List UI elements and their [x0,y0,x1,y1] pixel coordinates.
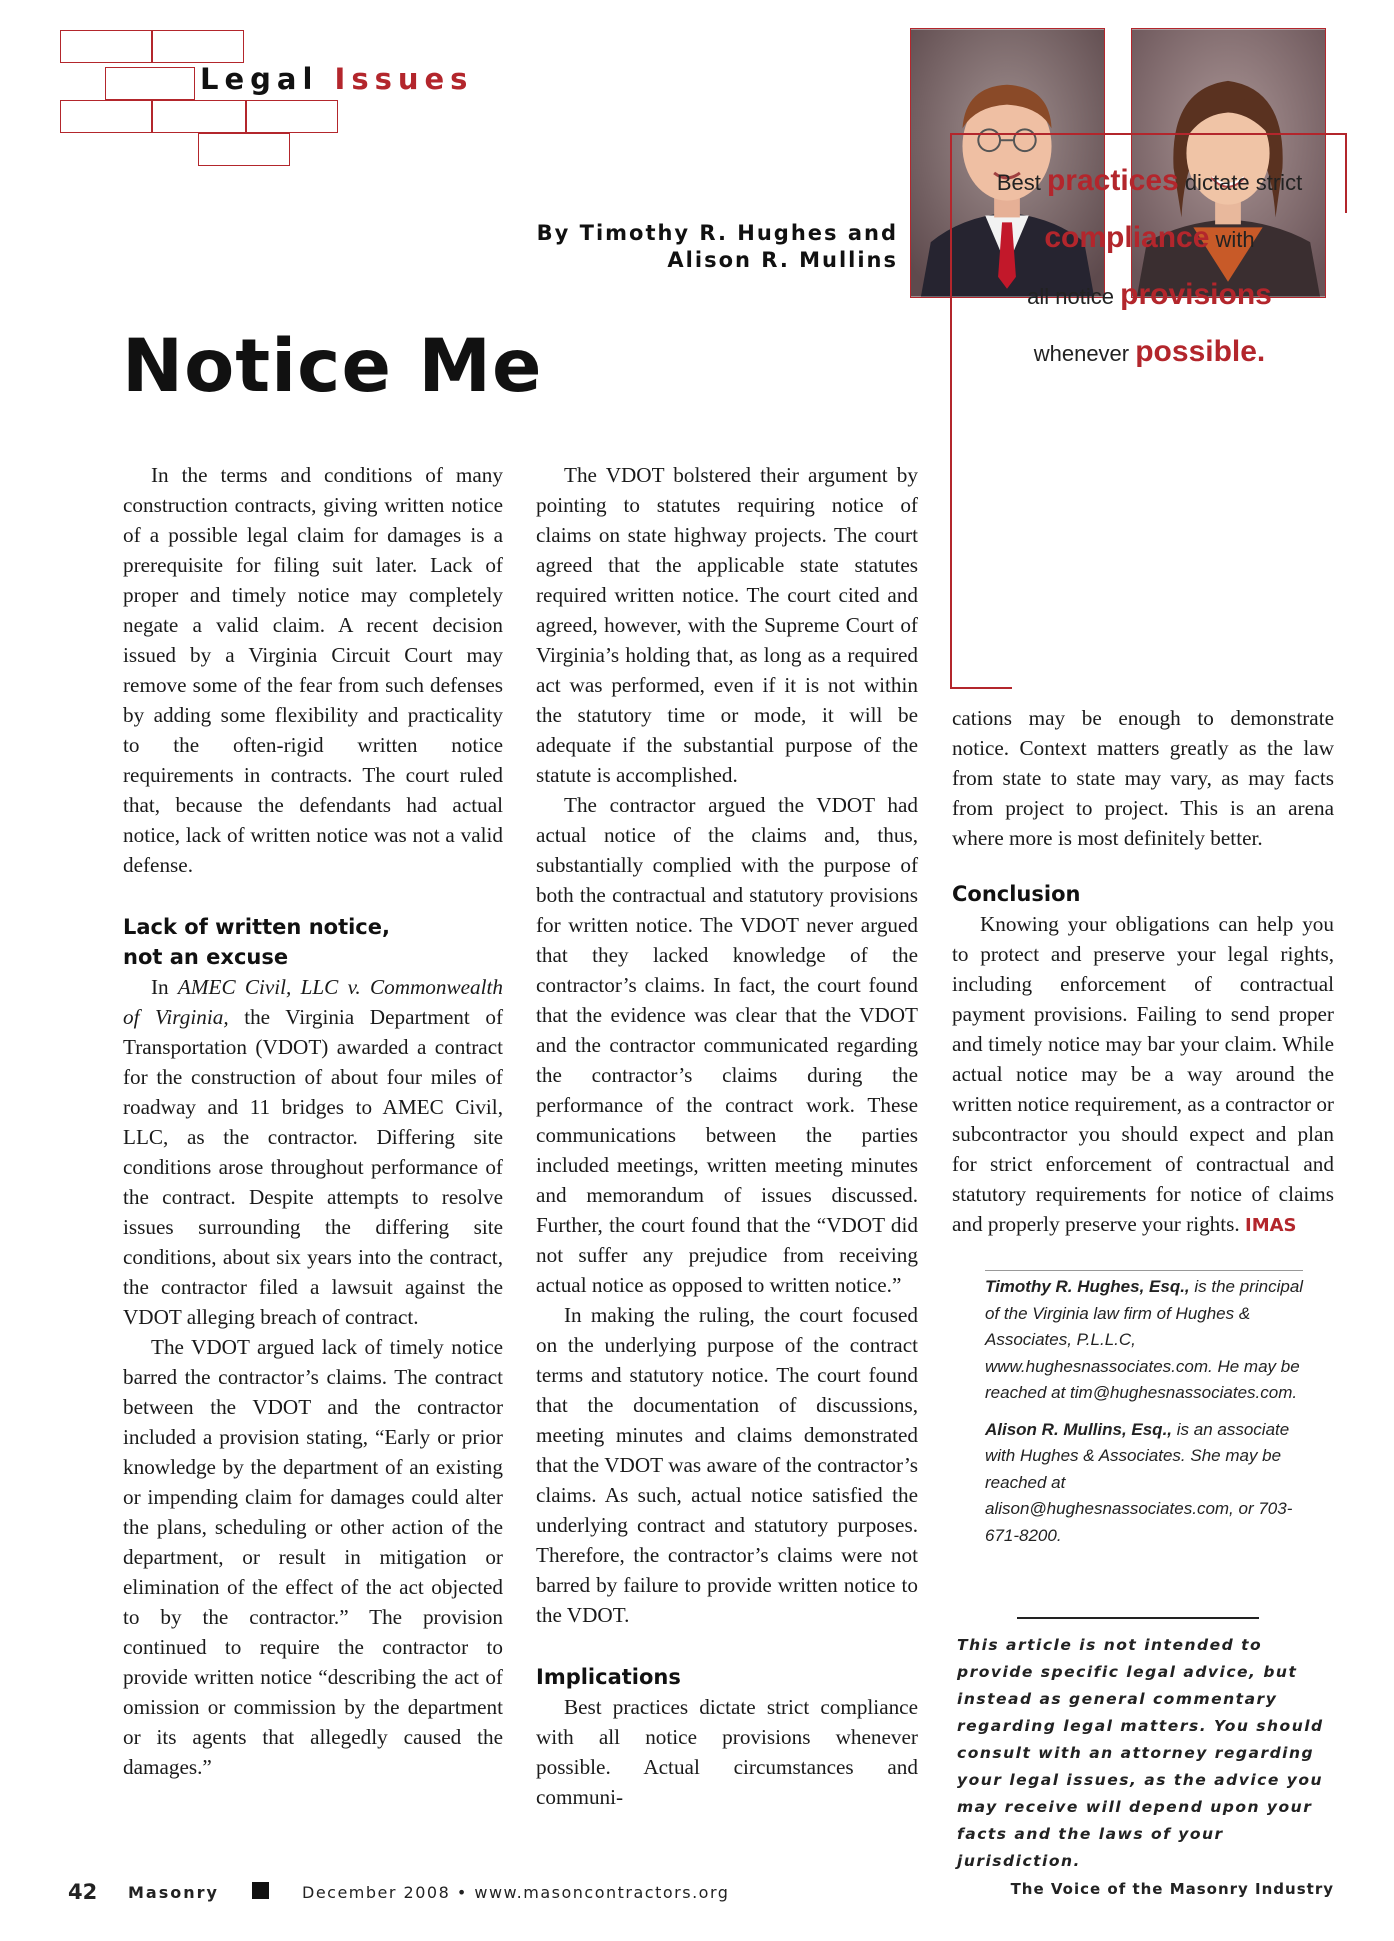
paragraph: Knowing your obligations can help you to protect and preserve your legal rights, including enforcement of contractual payment provisions. Failing to send proper and timely notice may bar your claim. While actual notice may be a way around the written notice requirement, as a contractor or subcontractor you should expect and plan for strict enforcement of contractual and statutory requirements for notice of claims and properly preserve your rights. IMAS [952,912,1334,1236]
heading-implications: Implications [536,1665,681,1689]
section-word-legal: Legal [200,62,319,96]
pull-quote-top-rule [950,133,1347,135]
paragraph: In making the ruling, the court focused on the underlying purpose of the contract terms and statutory notice. The court found that the documentation of discussions, meeting minutes and claims demonstrated that the VDOT was aware of the contractor’s claims. As such, actual notice satisfied the underlying contract and statutory purposes. Therefore, the contractor’s claims were not barred by failure to provide written notice to the VDOT. [536,1303,918,1627]
paragraph: The VDOT argued lack of timely notice barred the contractor’s claims. The contract between the VDOT and the contractor included a provision stating, “Early or prior knowledge by the department of an existing or impending claim for damages could alter the plans, scheduling or other action of the department, or result in mitigation or elimination of the effect of the act objected to by the contractor.” The provision continued to require the contractor to provide written notice “describing the act of omission or commission by the department or its agents that allegedly caused the damages.” [123,1335,503,1779]
author-bios [985,1274,1315,1559]
column-1 [123,460,503,1782]
page-number: 42 [68,1880,98,1904]
section-label [200,62,473,96]
issue-info: December 2008 • www.masoncontractors.org [302,1883,730,1902]
paragraph: Best practices dictate strict compliance with all notice provisions whenever possible. Actual circumstances and communi- [536,1695,918,1809]
bio-hughes: Timothy R. Hughes, Esq., is the principal of the Virginia law firm of Hughes & Associates, P.L.L.C, www.hughesnassociates.com. He may be reached at tim@hughesnassociates.com. [985,1277,1304,1402]
pull-quote-left-rule [950,133,952,689]
section-word-issues: Issues [334,62,474,96]
column-2 [536,460,918,1812]
magazine-tagline: The Voice of the Masonry Industry [1010,1880,1334,1898]
heading-lack-of-written-notice [123,912,503,972]
article-title: Notice Me [122,324,543,409]
disclaimer-divider [1017,1617,1259,1619]
pull-quote-bottom-rule [950,687,1012,689]
paragraph: cations may be enough to demonstrate notice. Context matters greatly as the law from state to state may vary, as may facts from project to project. This is an arena where more is most definitely better. [952,706,1334,850]
disclaimer: This article is not intended to provide specific legal advice, but instead as general commentary regarding legal matters. You should consult with an attorney regarding your legal issues, as the advice you may receive will depend upon your facts and the laws of your jurisdiction. [957,1636,1324,1870]
heading-conclusion: Conclusion [952,882,1081,906]
case-name: AMEC Civil, LLC v. Commonwealth of Virginia, [123,975,503,1029]
end-mark: IMAS [1245,1215,1297,1236]
pull-quote-text: Best practices dictate strict compliance with all notice provisions whenever possible. [996,164,1303,368]
bio-mullins: Alison R. Mullins, Esq., is an associate with Hughes & Associates. She may be reached at alison@hughesnassociates.com, or 703-671-8200. [985,1419,1293,1545]
pull-quote [950,133,1347,689]
paragraph: The VDOT bolstered their argument by pointing to statutes requiring notice of claims on state highway projects. The court agreed that the applicable state statutes required written notice. The court cited and agreed, however, with the Supreme Court of Virginia’s holding that, as long as a required act was performed, even if it is not within the statutory time or mode, it will be adequate if the substantial purpose of the statute is accomplished. [536,463,918,787]
magazine-name: Masonry [128,1883,219,1902]
byline-line-1: By Timothy R. Hughes and [536,221,898,245]
heading-line-2: not an excuse [123,945,289,969]
bio-divider [985,1270,1303,1271]
byline-line-2: Alison R. Mullins [667,248,898,272]
paragraph: In the terms and conditions of many construction contracts, giving written notice of a possible legal claim for damages is a prerequisite for filing suit later. Lack of proper and timely notice may completely negate a valid claim. A recent decision issued by a Virginia Circuit Court may remove some of the fear from such defenses by adding some flexibility and practicality to the often-rigid written notice requirements in contracts. The court ruled that, because the defendants had actual notice, lack of written notice was not a valid defense. [123,463,503,877]
heading-line-1: Lack of written notice, [123,915,390,939]
paragraph: The contractor argued the VDOT had actual notice of the claims and, thus, substantially complied with the purpose of both the contractual and statutory provisions for written notice. The VDOT never argued that they lacked knowledge of the contractor’s claims. In fact, the court found that the evidence was clear that the VDOT and the contractor communicated regarding the contractor’s claims during the performance of the contract work. These communications between the parties included meetings, written meeting minutes and memorandum of issues discussed. Further, the court found that the “VDOT did not suffer any prejudice from receiving actual notice as opposed to written notice.” [536,793,918,1297]
column-3 [952,703,1334,1241]
footer-square-icon [252,1882,269,1899]
byline [537,220,898,274]
pull-quote-right-rule [1345,133,1347,213]
paragraph: In AMEC Civil, LLC v. Commonwealth of Virginia, the Virginia Department of Transportation (VDOT) awarded a contract for the construction of about four miles of roadway and 11 bridges to AMEC Civil, LLC, as the contractor. Differing site conditions arose throughout performance of the contract. Despite attempts to resolve issues surrounding the differing site conditions, about six years into the contract, the contractor filed a lawsuit against the VDOT alleging breach of contract. [123,975,503,1329]
